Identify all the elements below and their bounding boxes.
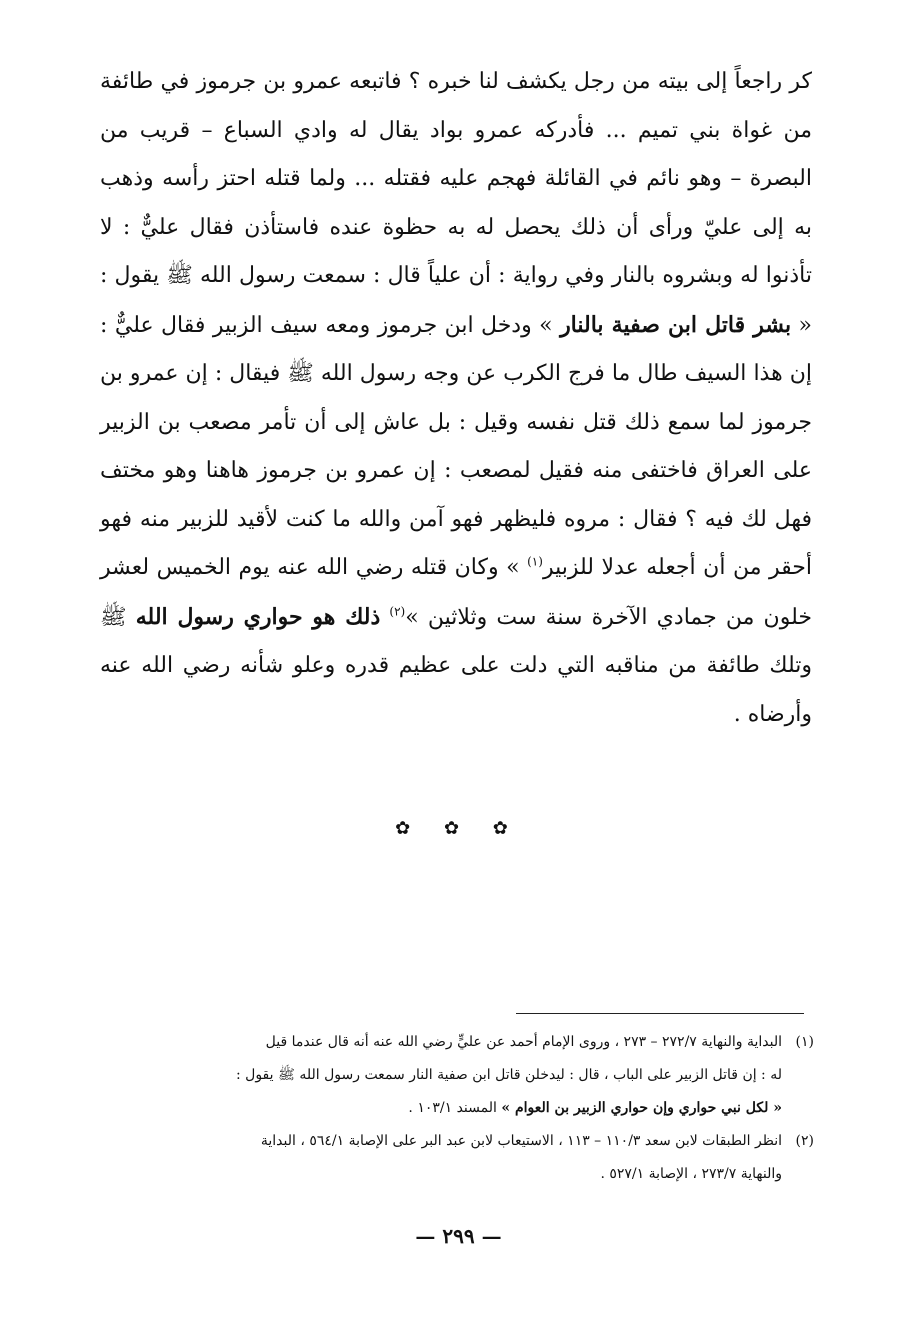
footnote-1-cont-2: [108, 1092, 814, 1125]
body-text-5: ﷺ وتلك طائفة من مناقبه التي دلت على عظيم قدره وعلو شأنه رضي الله عنه وأرضاه .: [100, 604, 812, 727]
footnote-ref-1[interactable]: (١): [527, 554, 543, 569]
main-text: [100, 58, 812, 739]
body-text-2: » ودخل ابن جرموز ومعه سيف الزبير فقال عليٌّ : إن هذا السيف طال ما فرج الكرب عن وجه رسول الله ﷺ فيقال : إن عمرو بن جرموز لما سمع ذلك قتل نفسه وقيل : بل عاش إلى أن تأمر مصعب بن الزبير على العراق فاختفى منه فقيل لمصعب : إن عمرو بن جرموز هاهنا وهو مختف فهل لك فيه ؟ فقال : مروه فليظهر فهو آمن والله ما كنت لأقيد للزبير منه فهو أحقر من أن أجعله عدلا للزبير: [100, 312, 813, 580]
footnotes: [108, 1026, 814, 1191]
section-separator: ✿ ✿ ✿: [395, 818, 522, 839]
hawari-bold: ذلك هو حواري رسول الله: [135, 603, 381, 630]
page-number: — ٢٩٩ —: [415, 1224, 502, 1248]
footnote-2-line-2: والنهاية ٢٧٣/٧ ، الإصابة ٥٢٧/١ .: [600, 1166, 782, 1182]
footnote-1-line-2: له : إن قاتل الزبير على الباب ، قال : ليدخلن قاتل ابن صفية النار سمعت رسول الله ﷺ يقول :: [235, 1067, 782, 1083]
footnote-2-cont: [108, 1158, 814, 1191]
footnote-ref-2[interactable]: (٢): [389, 604, 406, 619]
footnote-2-line-1: انظر الطبقات لابن سعد ١١٠/٣ – ١١٣ ، الاستيعاب لابن عبد البر على الإصابة ٥٦٤/١ ، البداية: [260, 1133, 782, 1149]
body-text-3: » وكان قتله رضي الله عنه يوم الخميس لعشر خلون من جمادي الآخرة سنة ست وثلاثين »: [100, 555, 812, 630]
footnote-1-source: المسند ١٠٣/١ .: [408, 1100, 502, 1116]
body-paragraph: [100, 58, 812, 739]
footnote-1-hadith: « لكل نبي حواري وإن حواري الزبير بن العوام »: [501, 1100, 782, 1116]
footnote-2: [108, 1125, 814, 1158]
body-text-1: كر راجعاً إلى بيته من رجل يكشف لنا خبره ؟ فاتبعه عمرو بن جرموز في طائفة من غواة بني تميم ... فأدركه عمرو بواد يقال له وادي السباع – قريب من البصرة – وهو نائم في القائلة فهجم عليه فقتله ... ولما قتله احتز رأسه وذهب به إلى عليّ ورأى أن ذلك يحصل له به حظوة عنده فاستأذن فقال عليٌّ : لا تأذنوا له وبشروه بالنار وفي رواية : أن علياً قال : سمعت رسول الله ﷺ يقول : «: [100, 69, 813, 338]
footnote-rule: [516, 1013, 804, 1014]
footnote-1-cont: [108, 1059, 814, 1092]
hadith-bold-1: بشر قاتل ابن صفية بالنار: [560, 311, 792, 338]
footnote-2-number: (٢): [795, 1133, 814, 1149]
footnote-1-number: (١): [795, 1034, 814, 1050]
footnote-1-line-1: البداية والنهاية ٢٧٢/٧ – ٢٧٣ ، وروى الإمام أحمد عن عليٍّ رضي الله عنه أنه قال عندما قيل: [265, 1034, 782, 1050]
footnote-1: [108, 1026, 814, 1059]
